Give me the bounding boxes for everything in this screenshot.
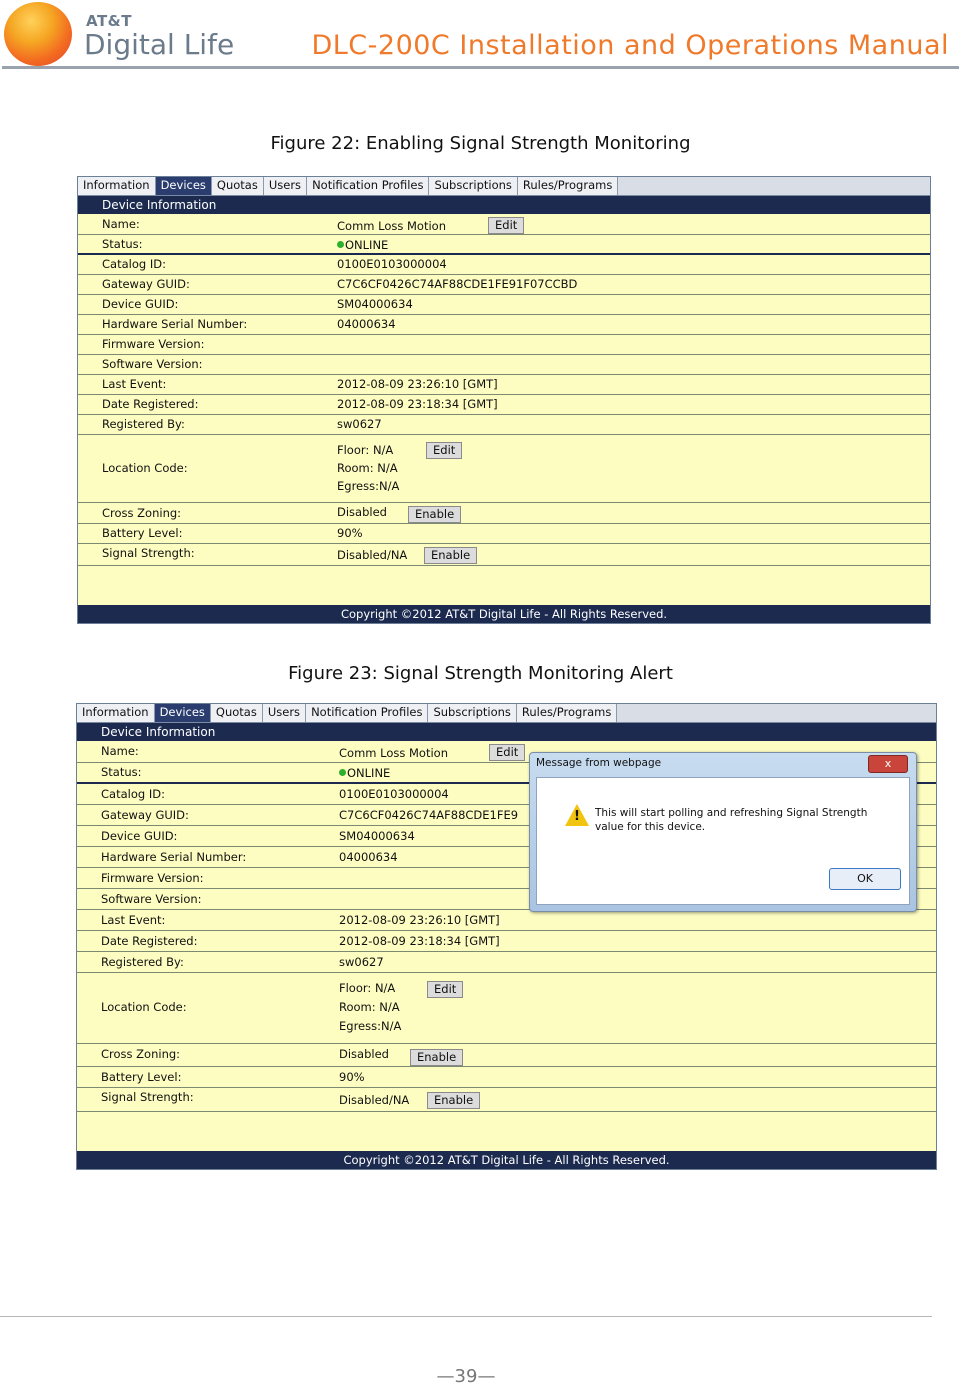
cross-zoning-label: Cross Zoning: xyxy=(101,1047,181,1061)
row-firmware xyxy=(78,335,930,355)
tab-notification-profiles[interactable]: Notification Profiles xyxy=(306,704,428,722)
battery-label: Battery Level: xyxy=(102,526,183,540)
location-label: Location Code: xyxy=(101,1000,187,1014)
name-value: Comm Loss Motion xyxy=(339,746,448,760)
battery-value: 90% xyxy=(339,1070,365,1084)
date-registered-label: Date Registered: xyxy=(102,397,199,411)
room-value: Room: N/A xyxy=(339,1000,400,1014)
tab-users[interactable]: Users xyxy=(263,704,306,722)
row-date-registered xyxy=(77,931,936,952)
tab-information[interactable]: Information xyxy=(78,177,156,195)
date-registered-label: Date Registered: xyxy=(101,934,198,948)
device-guid-label: Device GUID: xyxy=(102,297,179,311)
brand-name: Digital Life xyxy=(84,28,235,61)
signal-strength-value: Disabled/NA xyxy=(337,548,408,562)
cross-zoning-value: Disabled xyxy=(337,505,387,519)
catalog-label: Catalog ID: xyxy=(101,787,165,801)
tab-bar xyxy=(77,704,936,723)
row-date-registered xyxy=(78,395,930,415)
egress-value: Egress:N/A xyxy=(337,479,400,493)
name-value: Comm Loss Motion xyxy=(337,219,446,233)
tab-notification-profiles[interactable]: Notification Profiles xyxy=(307,177,429,195)
figure-23-screenshot xyxy=(76,703,937,1170)
registered-by-label: Registered By: xyxy=(101,955,184,969)
status-value xyxy=(339,766,390,780)
tab-devices[interactable]: Devices xyxy=(155,704,211,722)
copyright-footer: Copyright ©2012 AT&T Digital Life - All Rights Reserved. xyxy=(77,1151,936,1169)
row-location xyxy=(78,435,930,503)
tab-users[interactable]: Users xyxy=(264,177,307,195)
dialog-close-button[interactable]: x xyxy=(868,755,908,773)
date-registered-value: 2012-08-09 23:18:34 [GMT] xyxy=(337,397,498,411)
section-title: Device Information xyxy=(77,723,936,741)
status-text: ONLINE xyxy=(347,766,391,780)
dialog-body xyxy=(536,777,910,905)
last-event-label: Last Event: xyxy=(101,913,166,927)
room-value: Room: N/A xyxy=(337,461,398,475)
row-last-event xyxy=(77,910,936,931)
brand-top: AT&T xyxy=(86,12,132,30)
floor-value: Floor: N/A xyxy=(337,443,394,457)
tab-devices[interactable]: Devices xyxy=(156,177,212,195)
floor-value: Floor: N/A xyxy=(339,981,396,995)
edit-location-button[interactable]: Edit xyxy=(426,442,462,459)
signal-strength-value: Disabled/NA xyxy=(339,1093,410,1107)
location-label: Location Code: xyxy=(102,461,188,475)
row-signal-strength xyxy=(77,1088,936,1112)
row-last-event xyxy=(78,375,930,395)
status-value xyxy=(337,238,388,252)
status-label: Status: xyxy=(102,237,143,251)
gateway-label: Gateway GUID: xyxy=(102,277,190,291)
registered-by-label: Registered By: xyxy=(102,417,185,431)
catalog-label: Catalog ID: xyxy=(102,257,166,271)
ok-button[interactable]: OK xyxy=(829,868,901,890)
battery-value: 90% xyxy=(337,526,363,540)
edit-name-button[interactable]: Edit xyxy=(488,217,524,234)
row-registered-by xyxy=(78,415,930,435)
row-catalog xyxy=(78,255,930,275)
att-globe-logo xyxy=(4,2,72,66)
firmware-label: Firmware Version: xyxy=(102,337,205,351)
device-guid-value: SM04000634 xyxy=(339,829,415,843)
copyright-footer: Copyright ©2012 AT&T Digital Life - All Rights Reserved. xyxy=(78,605,930,623)
row-location xyxy=(77,973,936,1044)
dialog-message: This will start polling and refreshing Signal Strength value for this device. xyxy=(595,807,868,833)
tab-subscriptions[interactable]: Subscriptions xyxy=(428,704,516,722)
page-number: —39— xyxy=(436,1366,496,1387)
date-registered-value: 2012-08-09 23:18:34 [GMT] xyxy=(339,934,500,948)
tab-quotas[interactable]: Quotas xyxy=(211,704,263,722)
tab-subscriptions[interactable]: Subscriptions xyxy=(429,177,517,195)
edit-name-button[interactable]: Edit xyxy=(489,744,525,761)
figure-22-screenshot xyxy=(77,176,931,624)
egress-value: Egress:N/A xyxy=(339,1019,402,1033)
row-battery xyxy=(77,1067,936,1088)
status-text: ONLINE xyxy=(345,238,389,252)
row-gateway xyxy=(78,275,930,295)
signal-strength-label: Signal Strength: xyxy=(102,546,195,560)
figure-22-caption: Figure 22: Enabling Signal Strength Monitoring xyxy=(270,133,691,154)
row-battery xyxy=(78,524,930,544)
registered-by-value: sw0627 xyxy=(339,955,384,969)
tab-information[interactable]: Information xyxy=(77,704,155,722)
row-signal-strength xyxy=(78,544,930,566)
gateway-value: C7C6CF0426C74AF88CDE1FE91F07CCBD xyxy=(337,277,578,291)
firmware-label: Firmware Version: xyxy=(101,871,204,885)
row-registered-by xyxy=(77,952,936,973)
tab-quotas[interactable]: Quotas xyxy=(212,177,264,195)
cross-zoning-value: Disabled xyxy=(339,1047,389,1061)
edit-location-button[interactable]: Edit xyxy=(427,981,463,998)
tab-rules-programs[interactable]: Rules/Programs xyxy=(518,177,618,195)
cross-zoning-label: Cross Zoning: xyxy=(102,506,182,520)
manual-title: DLC-200C Installation and Operations Manual xyxy=(311,30,949,61)
last-event-label: Last Event: xyxy=(102,377,167,391)
tab-rules-programs[interactable]: Rules/Programs xyxy=(517,704,617,722)
registered-by-value: sw0627 xyxy=(337,417,382,431)
enable-cross-zoning-button[interactable]: Enable xyxy=(410,1049,463,1066)
status-label: Status: xyxy=(101,765,142,779)
gateway-value: C7C6CF0426C74AF88CDE1FE9 xyxy=(339,808,519,822)
device-guid-label: Device GUID: xyxy=(101,829,178,843)
catalog-value: 0100E0103000004 xyxy=(337,257,447,271)
footer-divider xyxy=(0,1316,932,1317)
last-event-value: 2012-08-09 23:26:10 [GMT] xyxy=(339,913,500,927)
device-guid-value: SM04000634 xyxy=(337,297,413,311)
figure-23-caption: Figure 23: Signal Strength Monitoring Alert xyxy=(288,663,673,684)
enable-signal-strength-button[interactable]: Enable xyxy=(427,1092,480,1109)
row-cross-zoning xyxy=(78,503,930,524)
warning-exclamation-icon: ! xyxy=(574,809,580,824)
serial-value: 04000634 xyxy=(337,317,396,331)
page-header xyxy=(0,0,961,72)
serial-value: 04000634 xyxy=(339,850,398,864)
row-serial xyxy=(78,315,930,335)
dialog-title: Message from webpage xyxy=(536,757,662,769)
name-label: Name: xyxy=(102,217,140,231)
signal-strength-label: Signal Strength: xyxy=(101,1090,194,1104)
gateway-label: Gateway GUID: xyxy=(101,808,189,822)
last-event-value: 2012-08-09 23:26:10 [GMT] xyxy=(337,377,498,391)
serial-label: Hardware Serial Number: xyxy=(102,317,248,331)
serial-label: Hardware Serial Number: xyxy=(101,850,247,864)
battery-label: Battery Level: xyxy=(101,1070,182,1084)
enable-signal-strength-button[interactable]: Enable xyxy=(424,547,477,564)
name-label: Name: xyxy=(101,744,139,758)
online-dot-icon xyxy=(339,769,346,776)
enable-cross-zoning-button[interactable]: Enable xyxy=(408,506,461,523)
software-label: Software Version: xyxy=(102,357,203,371)
catalog-value: 0100E0103000004 xyxy=(339,787,449,801)
section-title: Device Information xyxy=(78,196,930,214)
message-dialog xyxy=(529,752,917,912)
row-cross-zoning xyxy=(77,1044,936,1067)
row-name xyxy=(78,214,930,235)
row-device-guid xyxy=(78,295,930,315)
online-dot-icon xyxy=(337,241,344,248)
software-label: Software Version: xyxy=(101,892,202,906)
header-divider xyxy=(2,66,959,69)
tab-bar xyxy=(78,177,930,196)
row-status xyxy=(78,235,930,255)
row-software xyxy=(78,355,930,375)
